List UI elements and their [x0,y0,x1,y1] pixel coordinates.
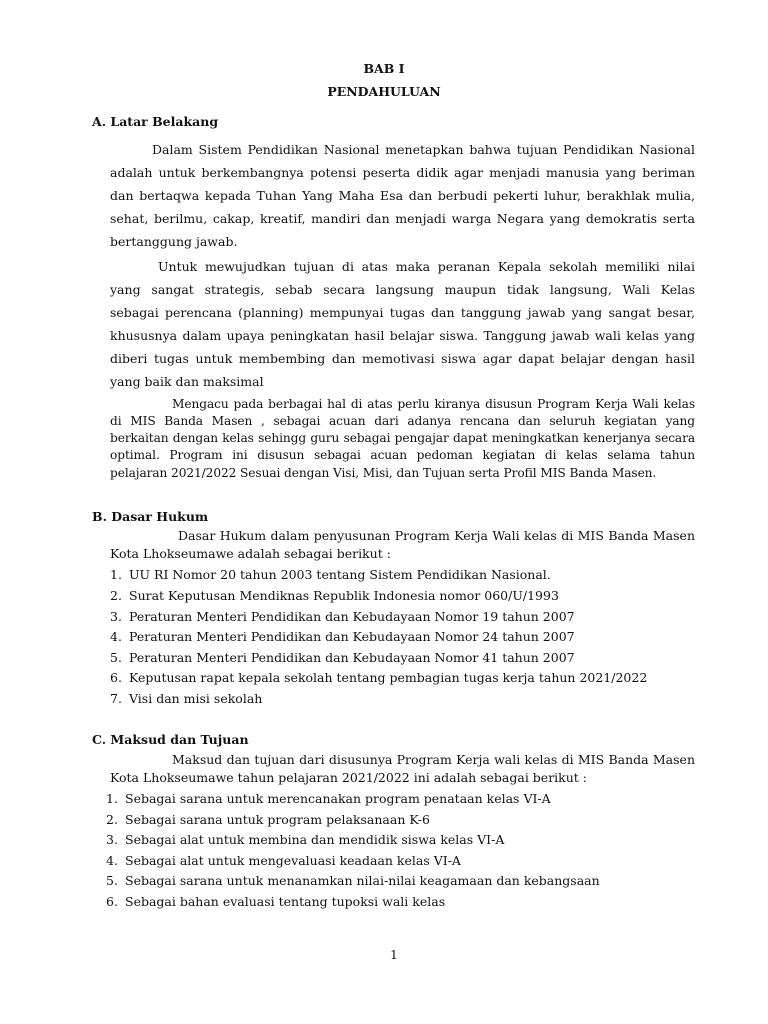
paragraph-line: pelajaran 2021/2022 Sesuai dengan Visi, Misi, dan Tujuan serta Profil MIS Banda Masen. [110,466,657,480]
chapter-number: BAB I [363,61,405,76]
list-item: 5. Sebagai sarana untuk menanamkan nilai-nilai keagamaan dan kebangsaan [106,873,600,888]
section-a-heading: A. Latar Belakang [92,114,219,129]
paragraph-line: bertanggung jawab. [110,234,238,249]
list-item: 6. Keputusan rapat kepala sekolah tentang pembagian tugas kerja tahun 2021/2022 [110,670,648,685]
paragraph-line: adalah untuk berkembangnya potensi peserta didik agar menjadi manusia yang beriman [110,165,695,180]
list-item: 3. Peraturan Menteri Pendidikan dan Kebudayaan Nomor 19 tahun 2007 [110,609,575,624]
section-b-heading: B. Dasar Hukum [92,509,209,524]
paragraph-line: Kota Lhokseumawe tahun pelajaran 2021/2022 ini adalah sebagai berikut : [110,770,588,785]
paragraph-line: Dalam Sistem Pendidikan Nasional menetapkan bahwa tujuan Pendidikan Nasional [152,142,695,157]
paragraph-line: yang baik dan maksimal [110,374,264,389]
list-item: 4. Peraturan Menteri Pendidikan dan Kebudayaan Nomor 24 tahun 2007 [110,629,575,644]
paragraph-line: Dasar Hukum dalam penyusunan Program Kerja Wali kelas di MIS Banda Masen [178,528,695,543]
list-item: 2. Surat Keputusan Mendiknas Republik Indonesia nomor 060/U/1993 [110,588,559,603]
list-item: 4. Sebagai alat untuk mengevaluasi keadaan kelas VI-A [106,853,461,868]
paragraph-line: sebagai perencana (planning) mempunyai tugas dan tanggung jawab yang sangat besar, [110,305,695,320]
list-item: 7. Visi dan misi sekolah [110,691,263,706]
page-number: 1 [390,948,398,962]
list-item: 1. Sebagai sarana untuk merencanakan program penataan kelas VI-A [106,791,551,806]
list-item: 5. Peraturan Menteri Pendidikan dan Kebudayaan Nomor 41 tahun 2007 [110,650,575,665]
paragraph-line: dan bertaqwa kepada Tuhan Yang Maha Esa dan berbudi pekerti luhur, berakhlak mulia, [110,188,695,203]
paragraph-line: Maksud dan tujuan dari disusunya Program Kerja wali kelas di MIS Banda Masen [172,752,695,767]
paragraph-line: optimal. Program ini disusun sebagai acuan pedoman kegiatan di kelas selama tahun [110,448,695,462]
list-item: 2. Sebagai sarana untuk program pelaksanaan K-6 [106,812,430,827]
paragraph-line: Kota Lhokseumawe adalah sebagai berikut : [110,546,391,561]
paragraph-line: di MIS Banda Masen , sebagai acuan dari adanya rencana dan seluruh kegiatan yang [110,414,695,428]
paragraph-line: khususnya dalam upaya peningkatan hasil belajar siswa. Tanggung jawab wali kelas yang [110,328,695,343]
section-c-heading: C. Maksud dan Tujuan [92,732,249,747]
paragraph-line: berkaitan dengan kelas sehingg guru sebagai pengajar dapat meningkatkan kenerjanya secara [110,431,695,445]
list-item: 6. Sebagai bahan evaluasi tentang tupoksi wali kelas [106,894,446,909]
paragraph-line: sehat, berilmu, cakap, kreatif, mandiri dan menjadi warga Negara yang demokratis serta [110,211,695,226]
chapter-title: PENDAHULUAN [327,84,441,99]
paragraph-line: diberi tugas untuk membembing dan memotivasi siswa agar dapat belajar dengan hasil [110,351,695,366]
paragraph-line: Untuk mewujudkan tujuan di atas maka peranan Kepala sekolah memiliki nilai [158,259,695,274]
paragraph-line: yang sangat strategis, sebab secara langsung maupun tidak langsung, Wali Kelas [110,282,695,297]
paragraph-line: Mengacu pada berbagai hal di atas perlu kiranya disusun Program Kerja Wali kelas [172,397,695,411]
list-item: 3. Sebagai alat untuk membina dan mendidik siswa kelas VI-A [106,832,505,847]
list-item: 1. UU RI Nomor 20 tahun 2003 tentang Sistem Pendidikan Nasional. [110,567,551,582]
